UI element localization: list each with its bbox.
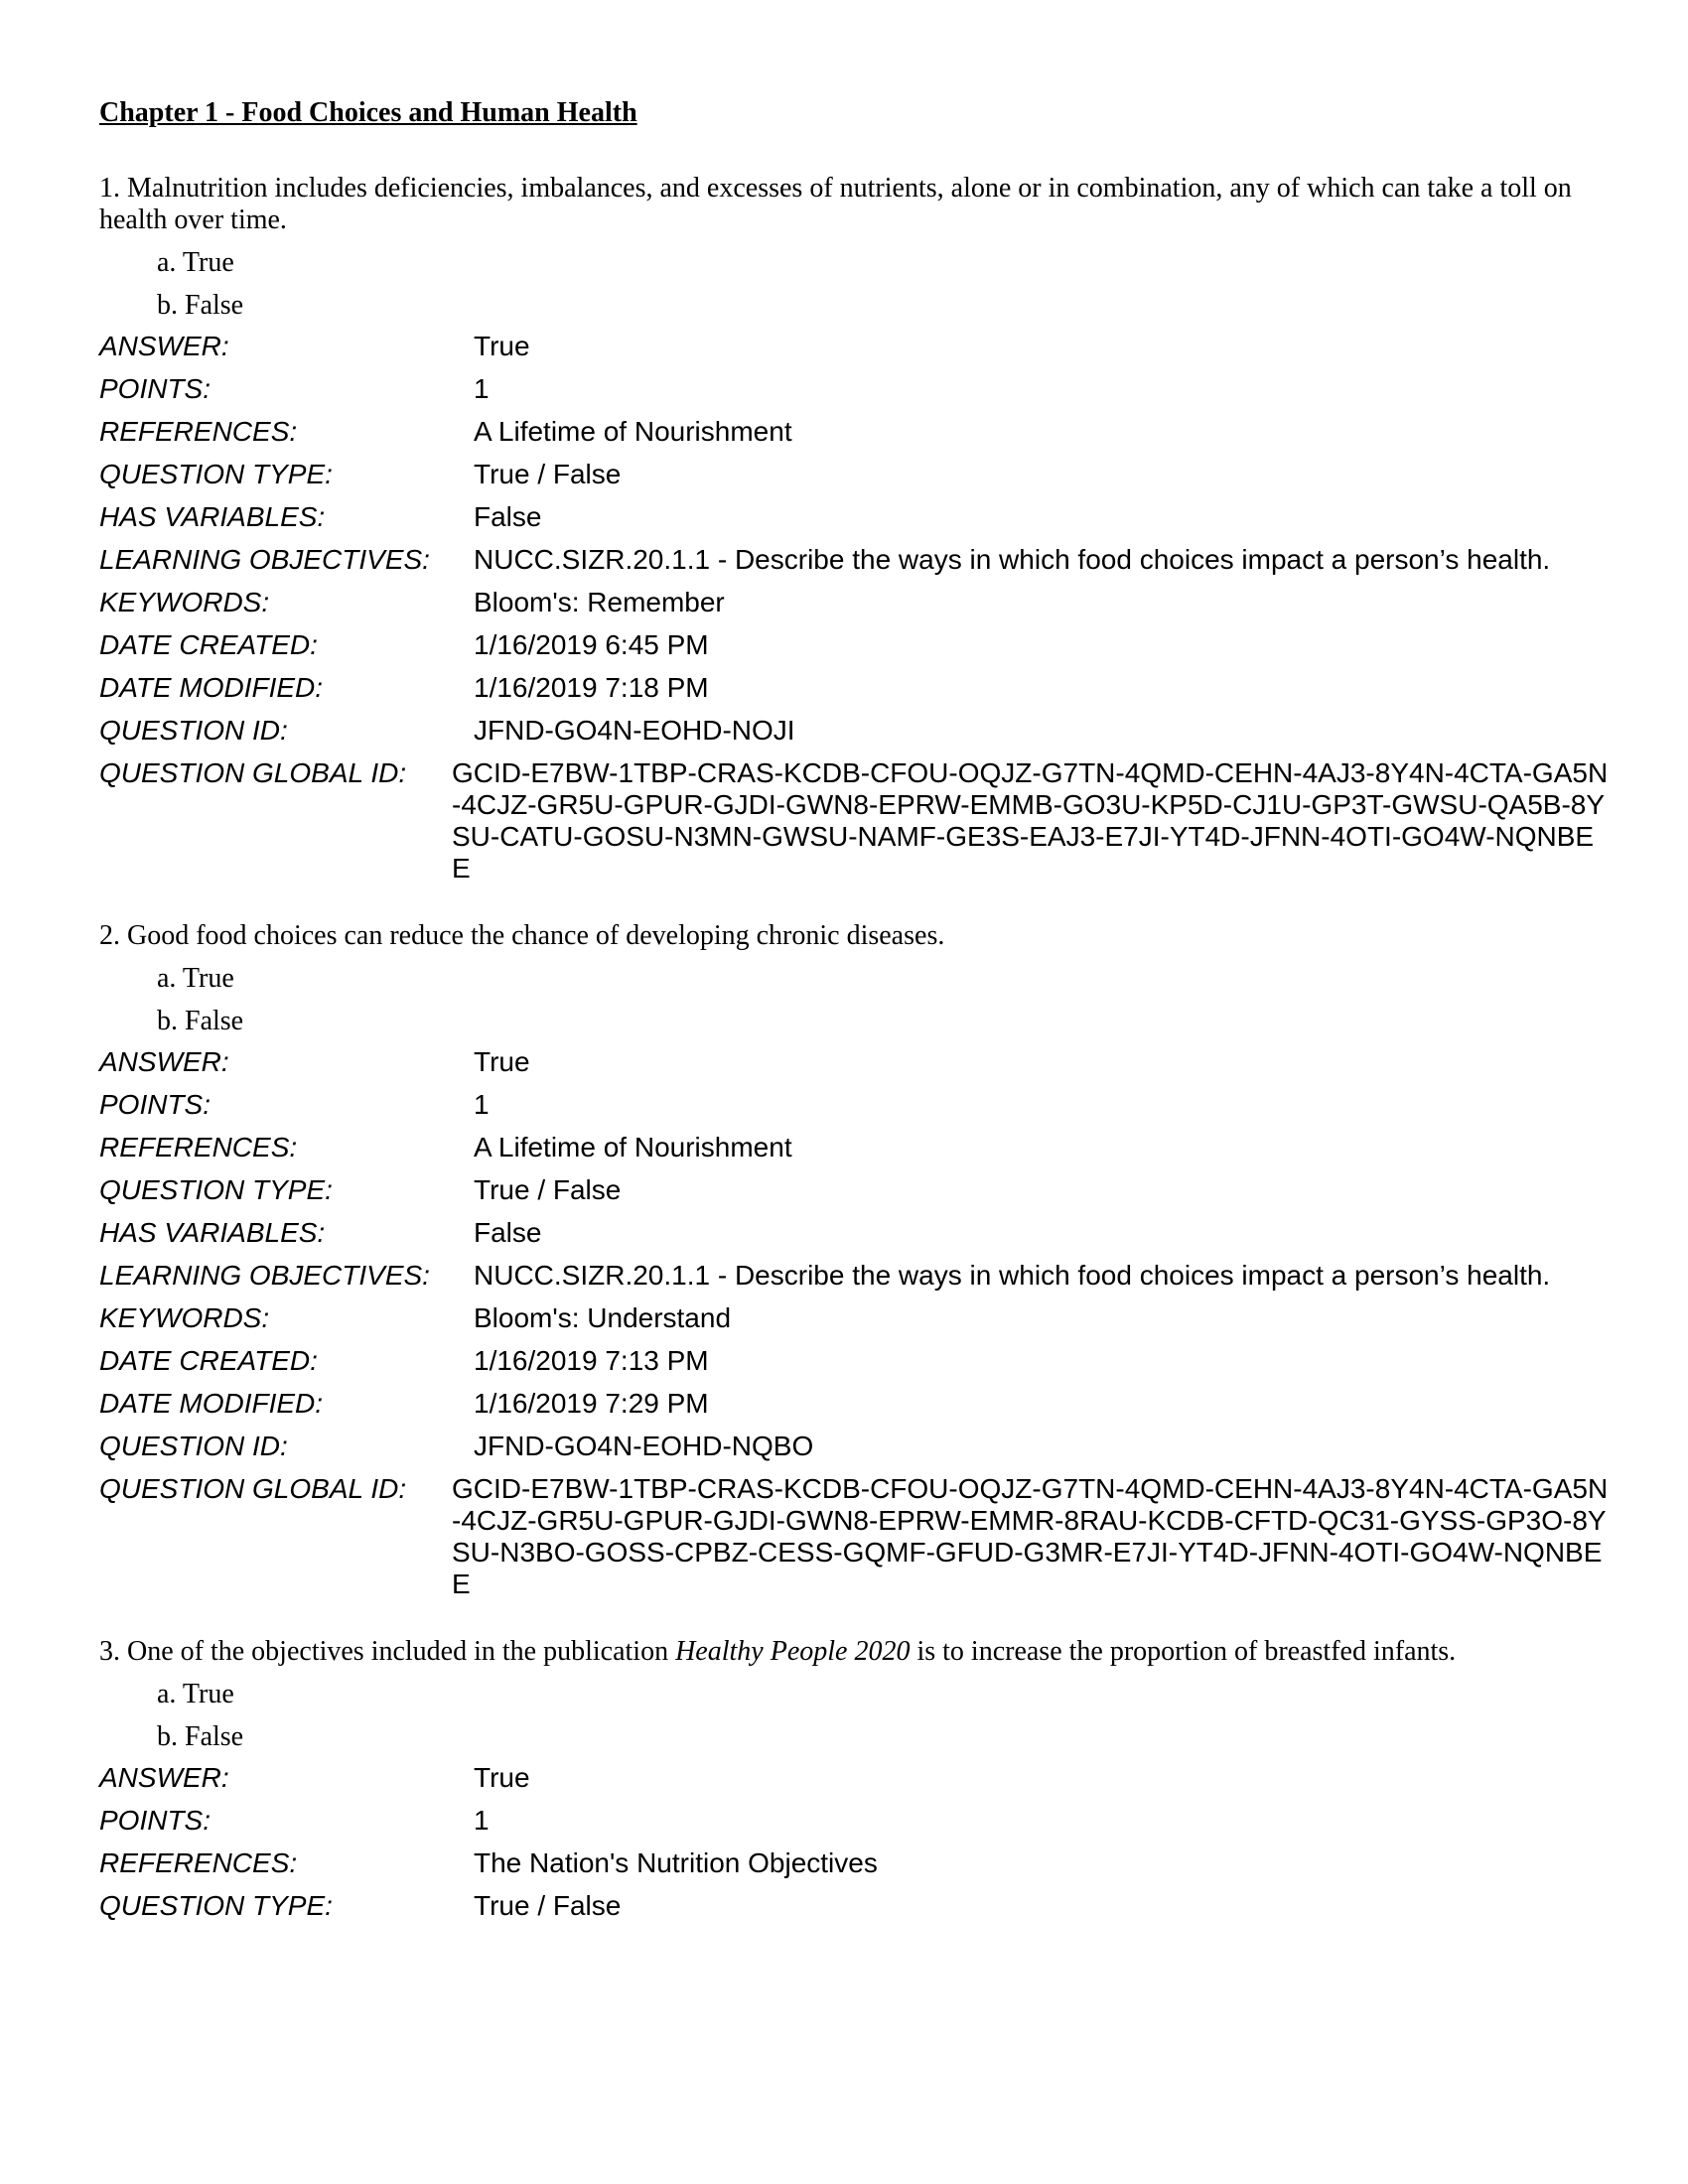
meta-value: The Nation's Nutrition Objectives bbox=[474, 1847, 878, 1878]
question-stem bbox=[99, 1636, 1609, 1668]
meta-label: QUESTION TYPE: bbox=[99, 1890, 333, 1921]
meta-value: Bloom's: Remember bbox=[474, 587, 725, 617]
choice-a: a. True bbox=[157, 963, 234, 994]
meta-question-id bbox=[99, 1431, 1609, 1462]
meta-label: QUESTION TYPE: bbox=[99, 1174, 333, 1205]
meta-points bbox=[99, 373, 1609, 405]
answer-choices bbox=[99, 1679, 1609, 1753]
document-page bbox=[99, 97, 1609, 1958]
question-1 bbox=[99, 173, 1609, 885]
choice-b: b. False bbox=[157, 290, 244, 321]
meta-value: True / False bbox=[474, 459, 622, 489]
meta-points bbox=[99, 1805, 1609, 1837]
meta-label: QUESTION ID: bbox=[99, 715, 288, 746]
choice-a: a. True bbox=[157, 1679, 234, 1709]
meta-value: 1/16/2019 7:29 PM bbox=[474, 1388, 709, 1419]
meta-label: QUESTION GLOBAL ID: bbox=[99, 1473, 407, 1504]
meta-has-variables bbox=[99, 501, 1609, 533]
chapter-title: Chapter 1 - Food Choices and Human Health bbox=[99, 97, 637, 128]
meta-value: 1 bbox=[474, 1805, 490, 1836]
choice-a: a. True bbox=[157, 247, 234, 278]
question-metadata bbox=[99, 1046, 1609, 1600]
stem-text-after: is to increase the proportion of breastfed infants. bbox=[910, 1636, 1457, 1667]
meta-label: ANSWER: bbox=[99, 331, 229, 361]
meta-references bbox=[99, 1847, 1609, 1879]
answer-choices bbox=[99, 247, 1609, 322]
meta-label: ANSWER: bbox=[99, 1046, 229, 1077]
choice-b: b. False bbox=[157, 1721, 244, 1752]
meta-references bbox=[99, 416, 1609, 448]
meta-keywords bbox=[99, 1302, 1609, 1334]
meta-has-variables bbox=[99, 1217, 1609, 1249]
meta-label: QUESTION GLOBAL ID: bbox=[99, 757, 407, 788]
meta-date-modified bbox=[99, 672, 1609, 704]
meta-label: HAS VARIABLES: bbox=[99, 1217, 326, 1248]
meta-question-type bbox=[99, 1174, 1609, 1206]
meta-value: NUCC.SIZR.20.1.1 - Describe the ways in which food choices impact a person’s health. bbox=[474, 544, 1551, 575]
meta-value: JFND-GO4N-EOHD-NOJI bbox=[474, 715, 795, 746]
stem-text-before: 3. One of the objectives included in the publication bbox=[99, 1636, 676, 1667]
meta-value: True bbox=[474, 1762, 530, 1793]
meta-value: A Lifetime of Nourishment bbox=[474, 416, 792, 447]
meta-value: JFND-GO4N-EOHD-NQBO bbox=[474, 1431, 814, 1461]
meta-points bbox=[99, 1089, 1609, 1121]
meta-value: False bbox=[474, 501, 542, 532]
meta-label: LEARNING OBJECTIVES: bbox=[99, 1260, 430, 1291]
meta-label: DATE CREATED: bbox=[99, 629, 318, 660]
meta-label: KEYWORDS: bbox=[99, 1302, 270, 1333]
meta-value: True / False bbox=[474, 1174, 622, 1205]
question-2 bbox=[99, 920, 1609, 1600]
meta-question-type bbox=[99, 459, 1609, 490]
meta-date-created bbox=[99, 629, 1609, 661]
meta-label: LEARNING OBJECTIVES: bbox=[99, 544, 430, 575]
meta-value: A Lifetime of Nourishment bbox=[474, 1132, 792, 1162]
meta-value: GCID-E7BW-1TBP-CRAS-KCDB-CFOU-OQJZ-G7TN-4QMD-CEHN-4AJ3-8Y4N-4CTA-GA5N-4CJZ-GR5U-GPUR-GJDI-GWN8-EPRW-EMMR-8RAU-KCDB-CFTD-QC31-GYSS-GP3O-8YSU-N3BO-GOSS-CPBZ-CESS-GQMF-GFUD-G3MR-E7JI-YT4D-JFNN-4OTI-GO4W-NQNBEE bbox=[452, 1473, 1609, 1599]
meta-question-id bbox=[99, 715, 1609, 747]
meta-value: NUCC.SIZR.20.1.1 - Describe the ways in which food choices impact a person’s health. bbox=[474, 1260, 1551, 1291]
meta-question-global-id bbox=[99, 757, 1609, 885]
meta-label: POINTS: bbox=[99, 1089, 211, 1120]
meta-date-created bbox=[99, 1345, 1609, 1377]
meta-answer bbox=[99, 1046, 1609, 1078]
meta-value: True bbox=[474, 331, 530, 361]
meta-label: REFERENCES: bbox=[99, 416, 298, 447]
question-3 bbox=[99, 1636, 1609, 1922]
answer-choices bbox=[99, 963, 1609, 1037]
meta-label: ANSWER: bbox=[99, 1762, 229, 1793]
stem-publication-title: Healthy People 2020 bbox=[675, 1636, 911, 1667]
meta-learning-objectives bbox=[99, 1260, 1609, 1292]
meta-label: DATE MODIFIED: bbox=[99, 672, 324, 703]
meta-answer bbox=[99, 331, 1609, 362]
choice-b: b. False bbox=[157, 1006, 244, 1036]
meta-date-modified bbox=[99, 1388, 1609, 1420]
meta-question-global-id bbox=[99, 1473, 1609, 1600]
question-metadata bbox=[99, 1762, 1609, 1922]
meta-value: True / False bbox=[474, 1890, 622, 1921]
meta-references bbox=[99, 1132, 1609, 1163]
meta-value: GCID-E7BW-1TBP-CRAS-KCDB-CFOU-OQJZ-G7TN-4QMD-CEHN-4AJ3-8Y4N-4CTA-GA5N-4CJZ-GR5U-GPUR-GJDI-GWN8-EPRW-EMMB-GO3U-KP5D-CJ1U-GP3T-GWSU-QA5B-8YSU-CATU-GOSU-N3MN-GWSU-NAMF-GE3S-EAJ3-E7JI-YT4D-JFNN-4OTI-GO4W-NQNBEE bbox=[452, 757, 1609, 884]
meta-value: False bbox=[474, 1217, 542, 1248]
meta-label: QUESTION TYPE: bbox=[99, 459, 333, 489]
meta-value: 1 bbox=[474, 1089, 490, 1120]
meta-answer bbox=[99, 1762, 1609, 1794]
meta-label: KEYWORDS: bbox=[99, 587, 270, 617]
meta-label: HAS VARIABLES: bbox=[99, 501, 326, 532]
meta-value: 1/16/2019 7:13 PM bbox=[474, 1345, 709, 1376]
meta-label: DATE CREATED: bbox=[99, 1345, 318, 1376]
question-metadata bbox=[99, 331, 1609, 885]
meta-label: POINTS: bbox=[99, 1805, 211, 1836]
meta-label: DATE MODIFIED: bbox=[99, 1388, 324, 1419]
question-stem: 2. Good food choices can reduce the chance of developing chronic diseases. bbox=[99, 920, 945, 951]
meta-value: True bbox=[474, 1046, 530, 1077]
meta-value: 1 bbox=[474, 373, 490, 404]
meta-question-type bbox=[99, 1890, 1609, 1922]
question-stem: 1. Malnutrition includes deficiencies, imbalances, and excesses of nutrients, alone or in combination, any of which can take a toll on health over time. bbox=[99, 173, 1579, 235]
meta-value: 1/16/2019 7:18 PM bbox=[474, 672, 709, 703]
meta-label: REFERENCES: bbox=[99, 1132, 298, 1162]
meta-value: Bloom's: Understand bbox=[474, 1302, 732, 1333]
meta-label: POINTS: bbox=[99, 373, 211, 404]
meta-label: REFERENCES: bbox=[99, 1847, 298, 1878]
meta-keywords bbox=[99, 587, 1609, 618]
meta-label: QUESTION ID: bbox=[99, 1431, 288, 1461]
meta-value: 1/16/2019 6:45 PM bbox=[474, 629, 709, 660]
meta-learning-objectives bbox=[99, 544, 1609, 576]
